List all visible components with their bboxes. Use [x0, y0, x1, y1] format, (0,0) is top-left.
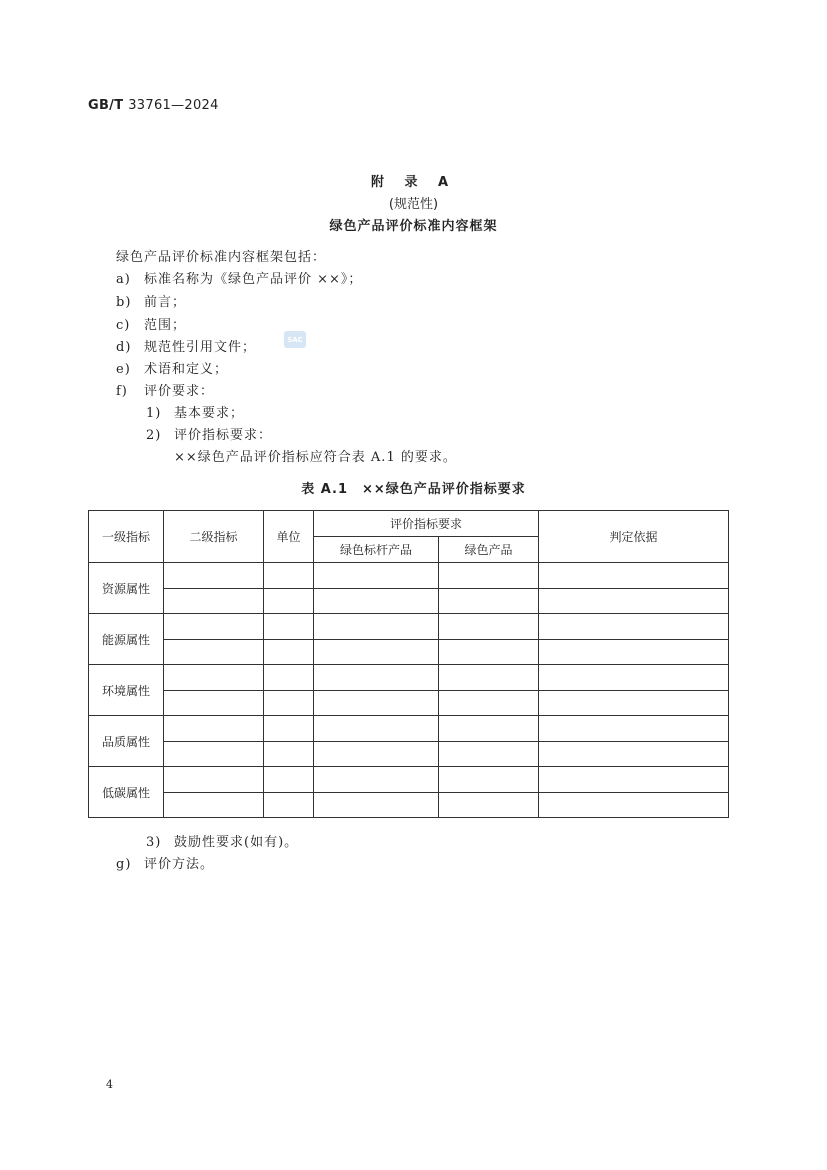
table-cell: [164, 614, 264, 640]
table-cell: [264, 792, 314, 818]
header-unit: 单位: [264, 511, 314, 563]
row-label-resource: 资源属性: [89, 563, 164, 614]
sub-item-text: 评价指标要求：: [174, 428, 273, 443]
table-cell: [439, 741, 539, 767]
table-cell: [314, 563, 439, 589]
table-cell: [439, 690, 539, 716]
table-cell: [314, 614, 439, 640]
table-cell: [314, 792, 439, 818]
table-cell: [164, 792, 264, 818]
list-item-text: 评价方法。: [144, 857, 215, 872]
table-cell: [164, 767, 264, 793]
list-item-b: [116, 291, 186, 310]
list-item-text: 术语和定义；: [144, 362, 229, 377]
sub-item-2: [146, 424, 272, 443]
sub-item-label: 3): [146, 835, 162, 850]
requirements-table: [88, 510, 729, 818]
table-cell: [314, 588, 439, 614]
list-item-e: [116, 358, 228, 377]
list-item-text: 标准名称为《绿色产品评价 ××》；: [144, 272, 363, 287]
list-item-label: b): [116, 295, 132, 310]
table-cell: [539, 639, 729, 665]
table-cell: [164, 690, 264, 716]
table-cell: [264, 665, 314, 691]
table-cell: [314, 741, 439, 767]
row-label-environment: 环境属性: [89, 665, 164, 716]
list-item-text: 评价要求：: [144, 384, 215, 399]
list-item-label: e): [116, 362, 131, 377]
header-benchmark: 绿色标杆产品: [314, 537, 439, 563]
table-cell: [439, 563, 539, 589]
table-cell: [164, 741, 264, 767]
table-cell: [314, 716, 439, 742]
table-cell: [539, 716, 729, 742]
list-item-d: [116, 336, 256, 355]
list-item-g: [116, 853, 214, 872]
table-cell: [164, 639, 264, 665]
table-cell: [314, 665, 439, 691]
sub-item-text: 基本要求；: [174, 406, 245, 421]
list-item-f: [116, 380, 214, 399]
table-cell: [264, 588, 314, 614]
header-basis: 判定依据: [539, 511, 729, 563]
table-cell: [264, 690, 314, 716]
page-number: 4: [106, 1078, 113, 1091]
row-label-low-carbon: 低碳属性: [89, 767, 164, 818]
table-cell: [539, 741, 729, 767]
sub-item-3: [146, 831, 298, 850]
table-cell: [164, 665, 264, 691]
list-item-text: 范围；: [144, 318, 187, 333]
table-cell: [264, 639, 314, 665]
list-item-text: 规范性引用文件；: [144, 340, 257, 355]
header-green: 绿色产品: [439, 537, 539, 563]
table-cell: [439, 614, 539, 640]
table-cell: [264, 767, 314, 793]
table-cell: [439, 716, 539, 742]
table-cell: [314, 639, 439, 665]
list-item-a: [116, 268, 362, 287]
table-cell: [539, 767, 729, 793]
sub-item-1: [146, 402, 244, 421]
row-label-quality: 品质属性: [89, 716, 164, 767]
table-cell: [539, 563, 729, 589]
table-cell: [439, 639, 539, 665]
table-cell: [264, 563, 314, 589]
table-cell: [539, 665, 729, 691]
list-item-label: c): [116, 318, 131, 333]
table-cell: [264, 741, 314, 767]
sub-item-text: 鼓励性要求(如有)。: [174, 835, 299, 850]
table-cell: [539, 792, 729, 818]
table-cell: [164, 563, 264, 589]
sac-watermark-logo: SAC: [284, 331, 306, 348]
header-requirements: 评价指标要求: [314, 511, 539, 537]
table-cell: [439, 665, 539, 691]
sub-item-label: 2): [146, 428, 162, 443]
table-cell: [439, 588, 539, 614]
annex-nature: (规范性): [388, 197, 439, 212]
list-item-label: g): [116, 857, 132, 872]
header-level2: 二级指标: [164, 511, 264, 563]
table-cell: [539, 588, 729, 614]
list-item-label: d): [116, 340, 132, 355]
sub-item-label: 1): [146, 406, 162, 421]
table-cell: [264, 614, 314, 640]
table-cell: [314, 767, 439, 793]
table-cell: [164, 588, 264, 614]
table-cell: [264, 716, 314, 742]
table-caption: 表 A.1 ××绿色产品评价指标要求: [301, 482, 526, 497]
table-cell: [539, 614, 729, 640]
table-cell: [314, 690, 439, 716]
standard-code: [88, 98, 219, 113]
row-label-energy: 能源属性: [89, 614, 164, 665]
list-item-label: f): [116, 384, 128, 399]
table-cell: [539, 690, 729, 716]
standard-prefix: GB/T: [88, 98, 124, 113]
list-item-label: a): [116, 272, 131, 287]
intro-text: 绿色产品评价标准内容框架包括：: [116, 250, 327, 265]
header-level1: 一级指标: [89, 511, 164, 563]
table-cell: [439, 792, 539, 818]
table-cell: [439, 767, 539, 793]
annex-heading: 绿色产品评价标准内容框架: [329, 219, 498, 234]
list-item-text: 前言；: [144, 295, 187, 310]
table-cell: [164, 716, 264, 742]
standard-number: 33761—2024: [128, 98, 219, 113]
annex-title: 附 录 A: [370, 175, 457, 190]
sub-item-note: ××绿色产品评价指标应符合表 A.1 的要求。: [174, 450, 457, 465]
list-item-c: [116, 314, 186, 333]
